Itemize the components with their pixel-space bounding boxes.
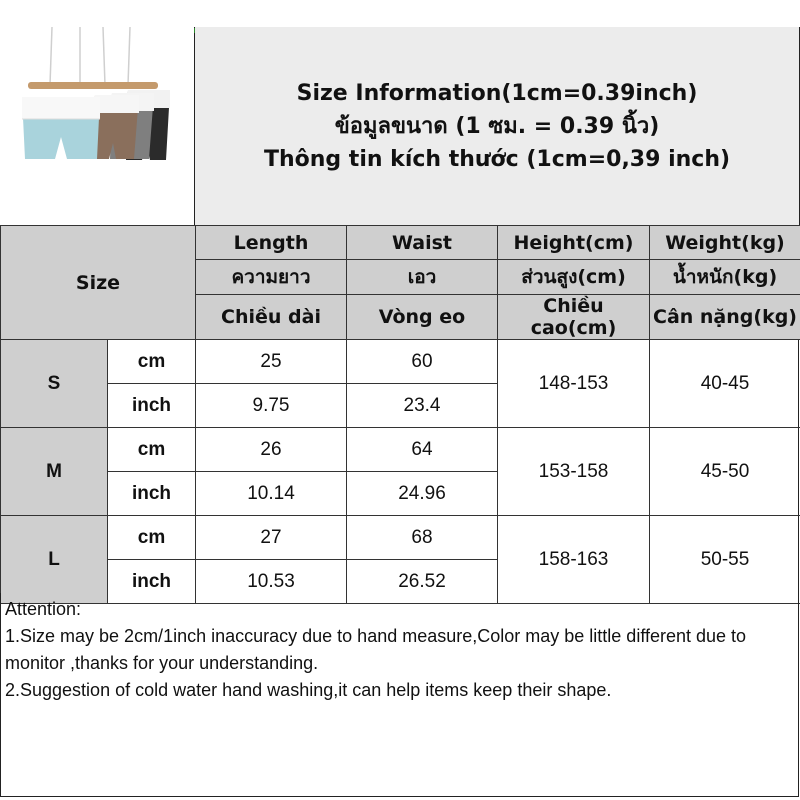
notes-heading: Attention: (5, 599, 82, 619)
title-thai: ข้อมูลขนาด (1 ซม. = 0.39 นิ้ว) (334, 113, 660, 139)
col-header-height-vi: Chiều cao(cm) (498, 295, 650, 340)
length-inch-value: 9.75 (196, 384, 347, 428)
shorts-photo-illustration (0, 27, 194, 224)
col-header-length: Length (196, 226, 347, 260)
weight-range: 50-55 (650, 516, 800, 604)
weight-range: 45-50 (650, 428, 800, 516)
col-header-waist-vi: Vòng eo (347, 295, 498, 340)
col-header-waist: Waist (347, 226, 498, 260)
table-row (1, 428, 800, 472)
title-english: Size Information(1cm=0.39inch) (296, 80, 698, 106)
size-header: Size (1, 226, 196, 340)
size-code-s: S (1, 340, 108, 428)
height-range: 158-163 (498, 516, 650, 604)
length-cm-value: 25 (196, 340, 347, 384)
size-code-m: M (1, 428, 108, 516)
product-photo (0, 27, 195, 225)
length-cm-value: 27 (196, 516, 347, 560)
waist-cm-value: 68 (347, 516, 498, 560)
header-row-english (1, 226, 800, 260)
waist-cm-value: 60 (347, 340, 498, 384)
size-code-l: L (1, 516, 108, 604)
waist-inch-value: 24.96 (347, 472, 498, 516)
title-vietnamese: Thông tin kích thước (1cm=0,39 inch) (263, 146, 731, 172)
note-item-2: 2.Suggestion of cold water hand washing,it can help items keep their shape. (5, 680, 612, 700)
col-header-height: Height(cm) (498, 226, 650, 260)
col-header-height-thai: ส่วนสูง(cm) (498, 260, 650, 295)
waist-cm-value: 64 (347, 428, 498, 472)
col-header-length-thai: ความยาว (196, 260, 347, 295)
unit-inch: inch (108, 472, 196, 516)
weight-range: 40-45 (650, 340, 800, 428)
size-table (0, 225, 800, 604)
unit-inch: inch (108, 384, 196, 428)
col-header-weight-thai: น้ำหนัก(kg) (650, 260, 800, 295)
waist-inch-value: 23.4 (347, 384, 498, 428)
length-inch-value: 10.14 (196, 472, 347, 516)
length-inch-value: 10.53 (196, 560, 347, 604)
table-row (1, 340, 800, 384)
unit-inch: inch (108, 560, 196, 604)
height-range: 148-153 (498, 340, 650, 428)
col-header-weight: Weight(kg) (650, 226, 800, 260)
unit-cm: cm (108, 340, 196, 384)
waist-inch-value: 26.52 (347, 560, 498, 604)
unit-cm: cm (108, 428, 196, 472)
title-panel (195, 27, 800, 225)
height-range: 153-158 (498, 428, 650, 516)
col-header-length-vi: Chiều dài (196, 295, 347, 340)
attention-notes (0, 593, 799, 797)
length-cm-value: 26 (196, 428, 347, 472)
table-row (1, 516, 800, 560)
col-header-waist-thai: เอว (347, 260, 498, 295)
col-header-weight-vi: Cân nặng(kg) (650, 295, 800, 340)
note-item-1: 1.Size may be 2cm/1inch inaccuracy due to hand measure,Color may be little different due to monitor ,thanks for your understanding. (5, 626, 747, 673)
unit-cm: cm (108, 516, 196, 560)
